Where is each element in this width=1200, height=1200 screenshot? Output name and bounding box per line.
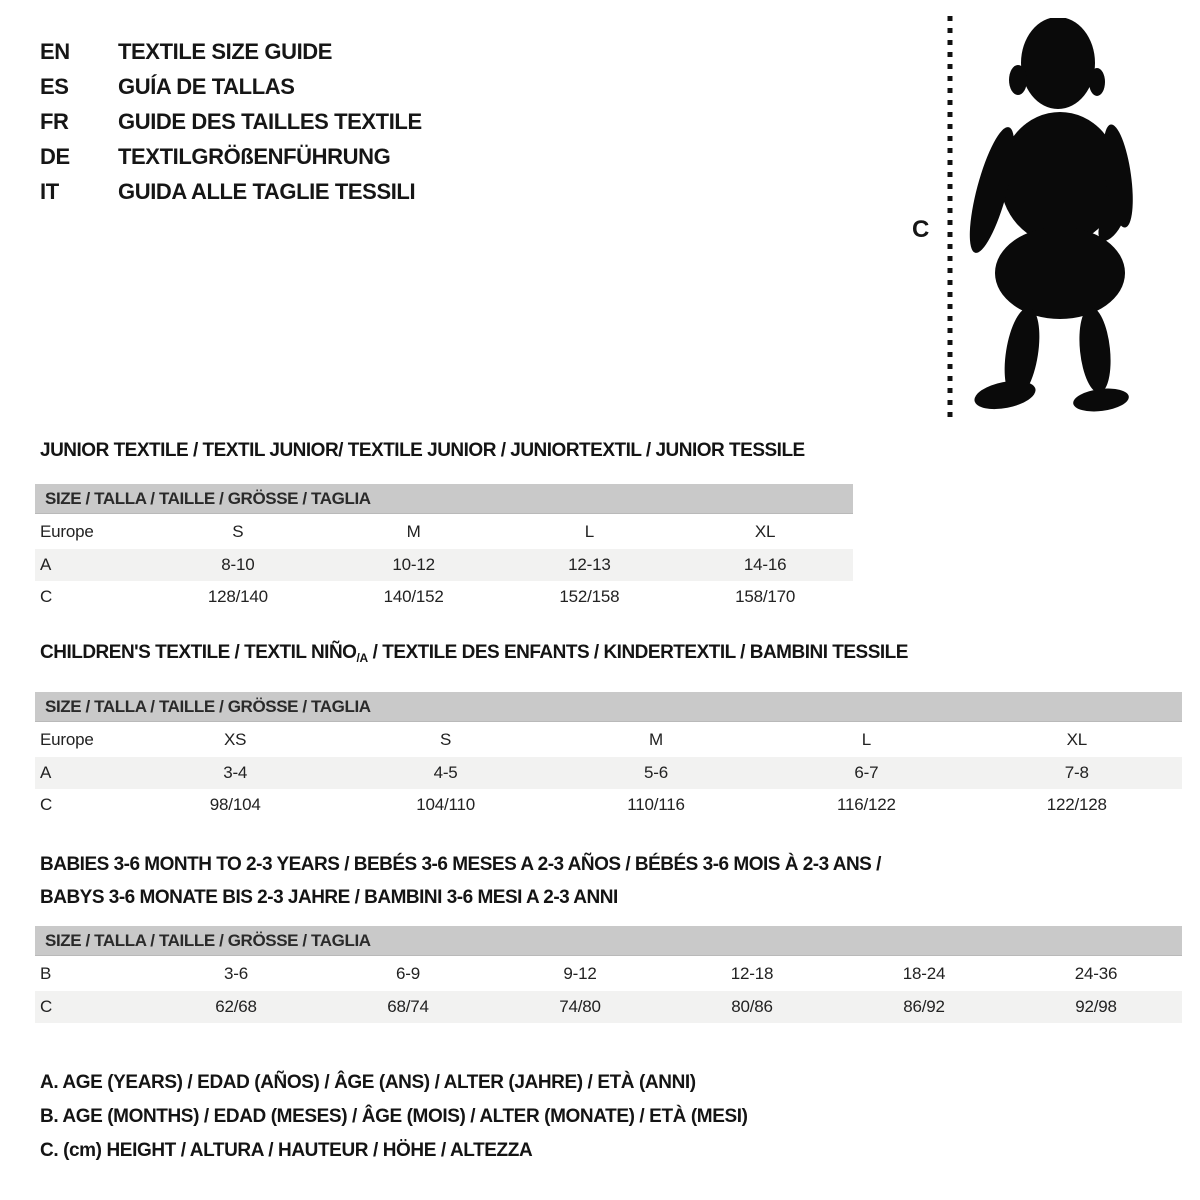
cell: 24-36 <box>1074 964 1118 983</box>
children-size-table <box>35 692 1182 820</box>
heading-text: CHILDREN'S TEXTILE / TEXTIL NIÑO <box>40 642 357 663</box>
heading-subscript: /A <box>356 651 368 665</box>
row-label: C <box>40 997 53 1016</box>
shorts <box>995 227 1125 319</box>
junior-size-table <box>35 484 853 612</box>
row-label: Europe <box>40 522 94 541</box>
language-code: ES <box>40 74 69 99</box>
cell: L <box>584 522 594 541</box>
cell: S <box>232 522 244 541</box>
size-header-bar: SIZE / TALLA / TAILLE / GRÖSSE / TAGLIA <box>35 484 853 514</box>
language-code: FR <box>40 109 69 134</box>
cell: 3-4 <box>223 763 248 782</box>
cell: 7-8 <box>1064 763 1089 782</box>
cell: 92/98 <box>1075 997 1117 1016</box>
cell: 140/152 <box>383 587 444 606</box>
cell: 68/74 <box>387 997 429 1016</box>
guide-title: TEXTILGRÖßENFÜHRUNG <box>118 144 391 169</box>
guide-title: TEXTILE SIZE GUIDE <box>118 39 333 64</box>
table-row-height <box>35 991 1182 1023</box>
language-row-fr <box>40 104 422 139</box>
head <box>1021 18 1095 109</box>
cell: 12-18 <box>730 964 774 983</box>
language-row-en <box>40 34 422 69</box>
cell: 14-16 <box>743 555 787 574</box>
baby-silhouette-icon <box>965 18 1135 414</box>
cell: M <box>406 522 421 541</box>
heading-text: / TEXTILE DES ENFANTS / KINDERTEXTIL / BAMBINI TESSILE <box>367 642 908 663</box>
cell: XL <box>1066 730 1087 749</box>
language-code: IT <box>40 179 59 204</box>
babies-heading-line1: BABIES 3-6 MONTH TO 2-3 YEARS / BEBÉS 3-6 MESES A 2-3 AÑOS / BÉBÉS 3-6 MOIS À 2-3 ANS / <box>40 854 881 875</box>
table-row-height <box>35 581 853 612</box>
row-label: B <box>40 964 52 983</box>
cell: XS <box>224 730 247 749</box>
legend <box>40 1066 748 1168</box>
language-list <box>40 34 422 209</box>
guide-title: GUIDA ALLE TAGLIE TESSILI <box>118 179 416 204</box>
cell: 152/158 <box>559 587 620 606</box>
language-row-it <box>40 174 422 209</box>
height-measure-line <box>944 16 956 418</box>
cell: S <box>440 730 452 749</box>
cell: 9-12 <box>563 964 597 983</box>
junior-section-heading: JUNIOR TEXTILE / TEXTIL JUNIOR/ TEXTILE JUNIOR / JUNIORTEXTIL / JUNIOR TESSILE <box>40 440 805 461</box>
cell: 80/86 <box>731 997 773 1016</box>
cell: 6-7 <box>854 763 879 782</box>
cell: 116/122 <box>836 795 896 814</box>
cell: 122/128 <box>1046 795 1107 814</box>
cell: M <box>649 730 663 749</box>
legend-line-b: B. AGE (MONTHS) / EDAD (MESES) / ÂGE (MOIS) / ALTER (MONATE) / ETÀ (MESI) <box>40 1106 748 1127</box>
row-label: A <box>40 763 52 782</box>
language-row-es <box>40 69 422 104</box>
right-leg <box>1076 306 1115 395</box>
cell: 158/170 <box>735 587 796 606</box>
table-row-europe <box>35 722 1182 757</box>
size-header-bar: SIZE / TALLA / TAILLE / GRÖSSE / TAGLIA <box>35 692 1182 722</box>
cell: 4-5 <box>433 763 458 782</box>
language-code: EN <box>40 39 70 64</box>
cell: 62/68 <box>215 997 257 1016</box>
babies-size-table <box>35 926 1182 1023</box>
row-label: C <box>40 587 53 606</box>
table-row-europe <box>35 514 853 549</box>
legend-line-c: C. (cm) HEIGHT / ALTURA / HAUTEUR / HÖHE / ALTEZZA <box>40 1140 533 1161</box>
row-label: A <box>40 555 52 574</box>
cell: 6-9 <box>396 964 420 983</box>
cell: 3-6 <box>224 964 248 983</box>
cell: L <box>861 730 872 749</box>
cell: 74/80 <box>559 997 601 1016</box>
cell: 5-6 <box>644 763 668 782</box>
babies-heading-line2: BABYS 3-6 MONATE BIS 2-3 JAHRE / BAMBINI 3-6 MESI A 2-3 ANNI <box>40 887 618 908</box>
table-row-age <box>35 757 1182 789</box>
left-ear <box>1009 65 1027 95</box>
cell: 110/116 <box>627 795 685 814</box>
guide-title: GUIDE DES TAILLES TEXTILE <box>118 109 422 134</box>
row-label: C <box>40 795 53 814</box>
height-measure-label: C <box>912 216 930 243</box>
right-foot <box>1072 386 1130 414</box>
row-label: Europe <box>40 730 94 749</box>
size-header-bar: SIZE / TALLA / TAILLE / GRÖSSE / TAGLIA <box>35 926 1182 956</box>
cell: 98/104 <box>209 795 261 814</box>
cell: 104/110 <box>416 795 475 814</box>
table-row-age <box>35 549 853 581</box>
children-section-heading <box>40 642 908 665</box>
language-code: DE <box>40 144 70 169</box>
guide-title: GUÍA DE TALLAS <box>118 74 295 99</box>
cell: XL <box>754 522 776 541</box>
cell: 18-24 <box>902 964 946 983</box>
cell: 86/92 <box>903 997 945 1016</box>
cell: 128/140 <box>207 587 268 606</box>
babies-section-heading <box>40 848 980 914</box>
table-row-height <box>35 789 1182 820</box>
cell: 8-10 <box>221 555 255 574</box>
cell: 12-13 <box>568 555 611 574</box>
legend-line-a: A. AGE (YEARS) / EDAD (AÑOS) / ÂGE (ANS) / ALTER (JAHRE) / ETÀ (ANNI) <box>40 1072 696 1093</box>
language-row-de <box>40 139 422 174</box>
cell: 10-12 <box>392 555 435 574</box>
table-row-months <box>35 956 1182 991</box>
right-ear <box>1089 68 1105 96</box>
